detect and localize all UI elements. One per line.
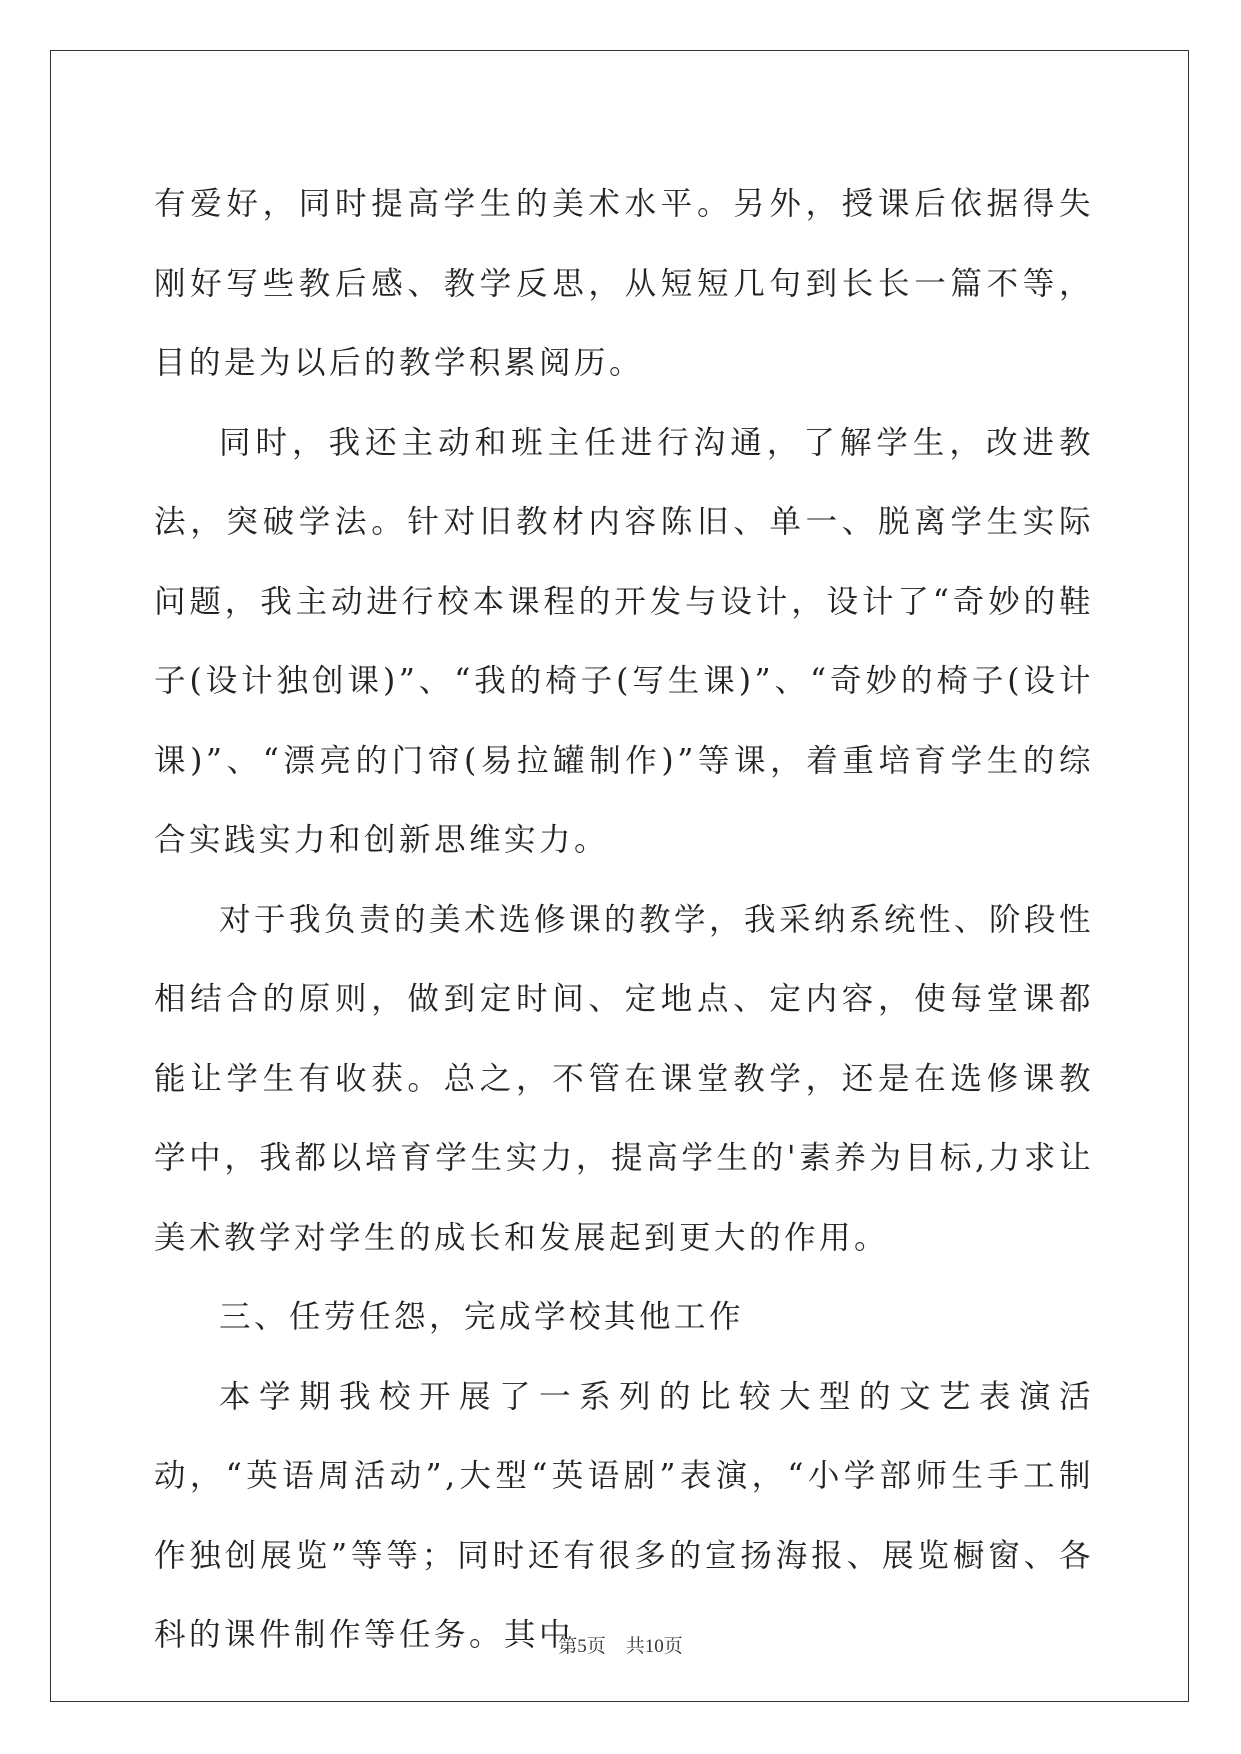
section-heading: 三、任劳任怨，完成学校其他工作 <box>219 1299 745 1335</box>
paragraph-continuation: 有爱好，同时提高学生的美术水平。另外，授课后依据得失刚好写些教后感、教学反思，从短短几句到长长一篇不等，目的是为以后的教学积累阅历。 <box>154 186 1094 381</box>
page-total: 共10页 <box>625 1636 683 1657</box>
paragraph-communication: 同时，我还主动和班主任进行沟通，了解学生，改进教法，突破学法。针对旧教材内容陈旧、单一、脱离学生实际问题，我主动进行校本课程的开发与设计，设计了“奇妙的鞋子(设计独创课)”、“我的椅子(写生课)”、“奇妙的椅子(设计课)”、“漂亮的门帘(易拉罐制作)”等课，着重培育学生的综合实践实力和创新思维实力。 <box>154 424 1094 858</box>
page-footer <box>0 1631 1241 1658</box>
document-body <box>154 165 1094 1676</box>
paragraph-elective-course: 对于我负责的美术选修课的教学，我采纳系统性、阶段性相结合的原则，做到定时间、定地点、定内容，使每堂课都能让学生有收获。总之，不管在课堂教学，还是在选修课教学中，我都以培育学生实力，提高学生的'素养为目标,力求让美术教学对学生的成长和发展起到更大的作用。 <box>154 901 1095 1256</box>
paragraph-activities: 本学期我校开展了一系列的比较大型的文艺表演活动，“英语周活动”,大型“英语剧”表演，“小学部师生手工制作独创展览”等等；同时还有很多的宣扬海报、展览橱窗、各科的课件制作等任务。其中 <box>154 1378 1094 1653</box>
page-number: 第5页 <box>558 1636 606 1657</box>
